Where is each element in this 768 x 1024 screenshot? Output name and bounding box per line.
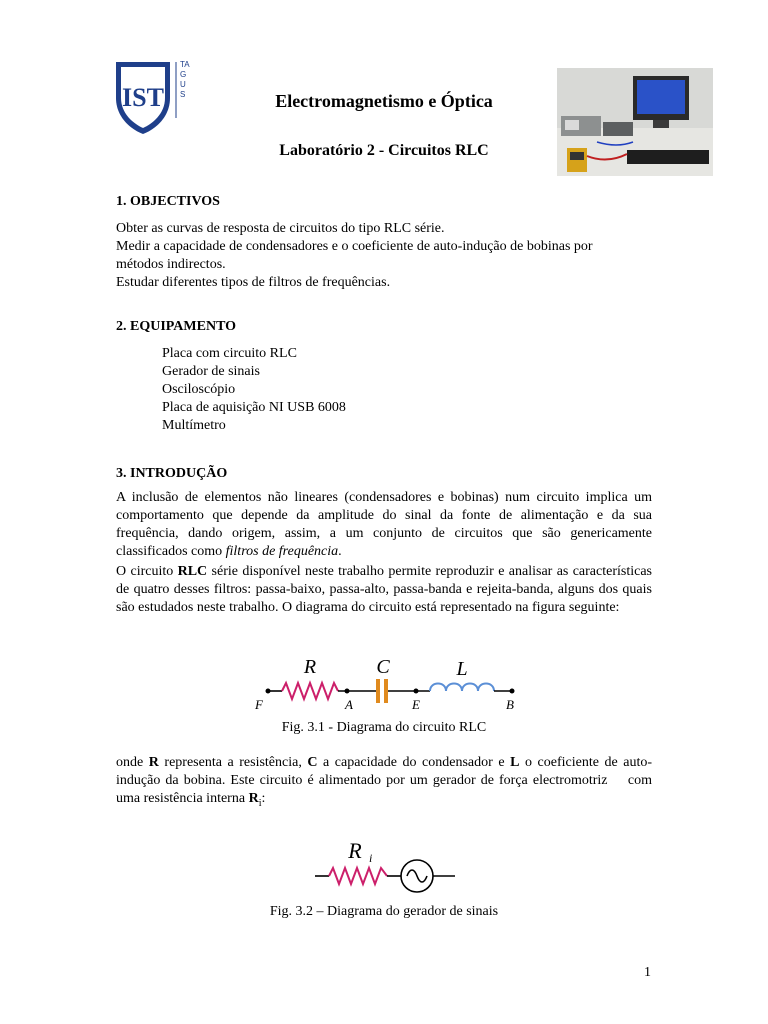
intro-p2-bold: RLC [177, 564, 208, 579]
capacitor-plate [384, 679, 388, 703]
intro-p3-end: : [261, 791, 266, 806]
symbol-L: L [510, 755, 520, 770]
label-R: R [303, 656, 317, 678]
section-heading-introduction: 3. INTRODUÇÃO [116, 466, 228, 481]
logo-side-text: TAGUS [180, 60, 190, 99]
label-B: B [506, 697, 514, 712]
intro-p1-end: . [338, 544, 342, 559]
intro-paragraph-2 [116, 563, 652, 617]
objectives-line: métodos indirectos. [116, 257, 226, 272]
intro-paragraph-3 [116, 754, 656, 813]
resistor-symbol [282, 683, 338, 699]
signal-generator-diagram [315, 838, 455, 898]
intro-p3-text: a capacidade do condensador e [317, 755, 511, 770]
section-heading-objectives: 1. OBJECTIVOS [116, 194, 220, 209]
label-E: E [412, 697, 420, 712]
objectives-line: Medir a capacidade de condensadores e o coeficiente de auto-indução de bobinas por [116, 239, 593, 254]
inductor-symbol [430, 684, 494, 692]
figure-3-2-caption: Fig. 3.2 – Diagrama do gerador de sinais [269, 904, 499, 919]
objectives-line: Obter as curvas de resposta de circuitos do tipo RLC série. [116, 221, 445, 236]
page-number: 1 [644, 965, 651, 980]
label-L: L [456, 658, 468, 680]
intro-p2-rest: série disponível neste trabalho permite reproduzir e analisar as características de quatro desses filtros: passa-baixo, passa-alto, passa-banda e rejeita-banda, alguns dos quais são estudados neste trabalho. O diagrama do circuito está representado na figura seguinte: [116, 564, 652, 615]
intro-p1-emphasis: filtros de frequência [225, 544, 339, 559]
objectives-line: Estudar diferentes tipos de filtros de frequências. [116, 275, 391, 290]
equipment-item: Multímetro [162, 418, 226, 433]
equipment-item: Gerador de sinais [162, 364, 260, 379]
symbol-C: C [307, 755, 318, 770]
intro-paragraph-1 [116, 489, 652, 561]
capacitor-plate [376, 679, 380, 703]
label-Ri: R [348, 838, 362, 863]
objectives-text [116, 220, 652, 292]
label-C: C [376, 656, 390, 678]
intro-p3-text: o coeficiente de auto-indução da bobina. Este circuito é alimentado por um gerador de força electromotriz com uma resistência interna [116, 755, 656, 806]
label-A: A [345, 697, 353, 712]
figure-3-1-caption: Fig. 3.1 - Diagrama do circuito RLC [281, 720, 487, 735]
equipment-item: Placa com circuito RLC [162, 346, 297, 361]
rlc-circuit-diagram [250, 655, 520, 715]
equipment-item: Osciloscópio [162, 382, 236, 397]
label-F: F [255, 697, 263, 712]
logo-text: IST [122, 83, 164, 112]
resistor-symbol [329, 868, 387, 884]
document-subtitle: Laboratório 2 - Circuitos RLC [279, 142, 489, 159]
intro-p3-text: representa a resistência, [158, 755, 308, 770]
symbol-R: R [148, 755, 159, 770]
intro-p3-text: onde [116, 755, 149, 770]
equipment-list [162, 345, 346, 435]
intro-p2-start: O circuito [116, 564, 178, 579]
label-Ri-subscript: i [369, 851, 373, 865]
intro-p1-text: A inclusão de elementos não lineares (condensadores e bobinas) num circuito implica um comportamento que depende da amplitude do sinal da fonte de alimentação e da sua frequência, dando origem, assim, a um conjunto de circuitos que são genericamente classificados como [116, 490, 652, 559]
symbol-Ri-subscript: i [258, 797, 262, 809]
document-title: Electromagnetismo e Óptica [275, 91, 493, 111]
symbol-Ri: R [248, 791, 259, 806]
equipment-item: Placa de aquisição NI USB 6008 [162, 400, 346, 415]
section-heading-equipment: 2. EQUIPAMENTO [116, 319, 237, 334]
